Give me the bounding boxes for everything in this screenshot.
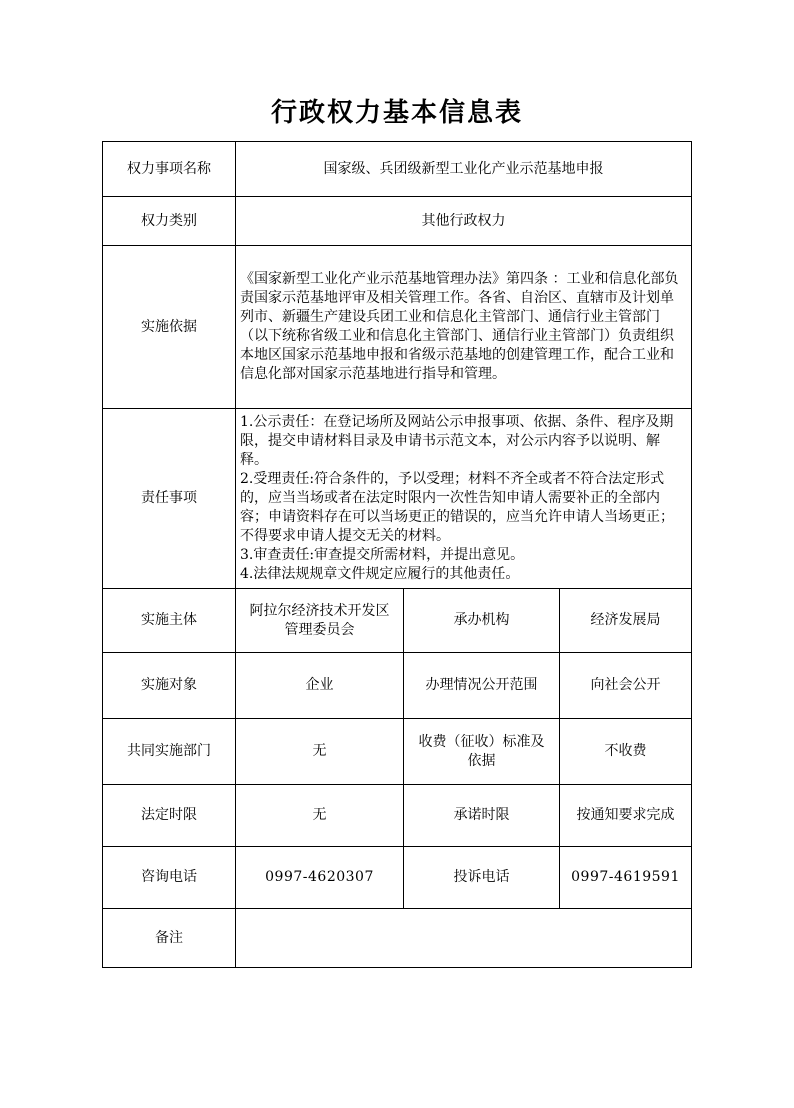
label-fee-standard-line-2: 依据	[467, 752, 496, 769]
responsibility-item-4: 4.法律法规规章文件规定应履行的其他责任。	[240, 566, 520, 582]
value-target: 企业	[236, 653, 404, 719]
label-co-department: 共同实施部门	[103, 719, 236, 785]
label-legal-time-limit: 法定时限	[103, 785, 236, 847]
responsibility-item-1: 1.公示责任：在登记场所及网站公示申报事项、依据、条件、程序及期限，提交申请材料目录及申请书示范文本，对公示内容予以说明、解释。	[240, 414, 674, 468]
label-consult-phone: 咨询电话	[103, 847, 236, 909]
row-power-category	[103, 197, 692, 246]
value-remarks	[236, 909, 692, 968]
label-power-category: 权力类别	[103, 197, 236, 246]
row-implementation-basis	[103, 246, 692, 409]
page-title: 行政权力基本信息表	[270, 98, 523, 128]
row-phone	[103, 847, 692, 909]
row-target	[103, 653, 692, 719]
label-fee-standard-line-1: 收费（征收）标准及	[418, 733, 545, 750]
value-promised-time-limit: 按通知要求完成	[560, 785, 692, 847]
value-power-name: 国家级、兵团级新型工业化产业示范基地申报	[236, 142, 692, 197]
row-time-limit	[103, 785, 692, 847]
responsibility-item-2: 2.受理责任:符合条件的，予以受理；材料不齐全或者不符合法定形式的，应当当场或者在法定时限内一次性告知申请人需要补正的全部内容；申请资料存在可以当场更正的错误的，应当允许申请人当场更正；不得要求申请人提交无关的材料。	[240, 471, 674, 544]
row-subject	[103, 589, 692, 653]
value-subject-line-1: 阿拉尔经济技术开发区	[249, 602, 390, 619]
info-table	[102, 141, 692, 968]
label-disclosure-scope: 办理情况公开范围	[404, 653, 560, 719]
label-fee-standard	[404, 719, 560, 785]
value-complaint-phone: 0997-4619591	[560, 847, 692, 909]
value-responsibility	[236, 409, 692, 589]
value-co-department: 无	[236, 719, 404, 785]
label-handling-agency: 承办机构	[404, 589, 560, 653]
value-fee-standard: 不收费	[560, 719, 692, 785]
row-co-department	[103, 719, 692, 785]
row-power-name	[103, 142, 692, 197]
row-remarks	[103, 909, 692, 968]
value-consult-phone: 0997-4620307	[236, 847, 404, 909]
label-remarks: 备注	[103, 909, 236, 968]
row-responsibility	[103, 409, 692, 589]
label-target: 实施对象	[103, 653, 236, 719]
label-implementation-basis: 实施依据	[103, 246, 236, 409]
label-complaint-phone: 投诉电话	[404, 847, 560, 909]
value-subject	[236, 589, 404, 653]
value-legal-time-limit: 无	[236, 785, 404, 847]
label-power-name: 权力事项名称	[103, 142, 236, 197]
label-promised-time-limit: 承诺时限	[404, 785, 560, 847]
label-responsibility: 责任事项	[103, 409, 236, 589]
value-power-category: 其他行政权力	[236, 197, 692, 246]
value-disclosure-scope: 向社会公开	[560, 653, 692, 719]
responsibility-item-3: 3.审查责任:审查提交所需材料，并提出意见。	[240, 547, 525, 563]
value-implementation-basis: 《国家新型工业化产业示范基地管理办法》第四条 ：工业和信息化部负责国家示范基地评审及相关管理工作。各省、自治区、直辖市及计划单列市、新疆生产建设兵团工业和信息化主管部门、通信行业主管部门（以下统称省级工业和信息化主管部门、通信行业主管部门）负责组织本地区国家示范基地申报和省级示范基地的创建管理工作，配合工业和信息化部对国家示范基地进行指导和管理。	[236, 246, 692, 409]
label-subject: 实施主体	[103, 589, 236, 653]
value-handling-agency: 经济发展局	[560, 589, 692, 653]
value-subject-line-2: 管理委员会	[284, 621, 355, 638]
